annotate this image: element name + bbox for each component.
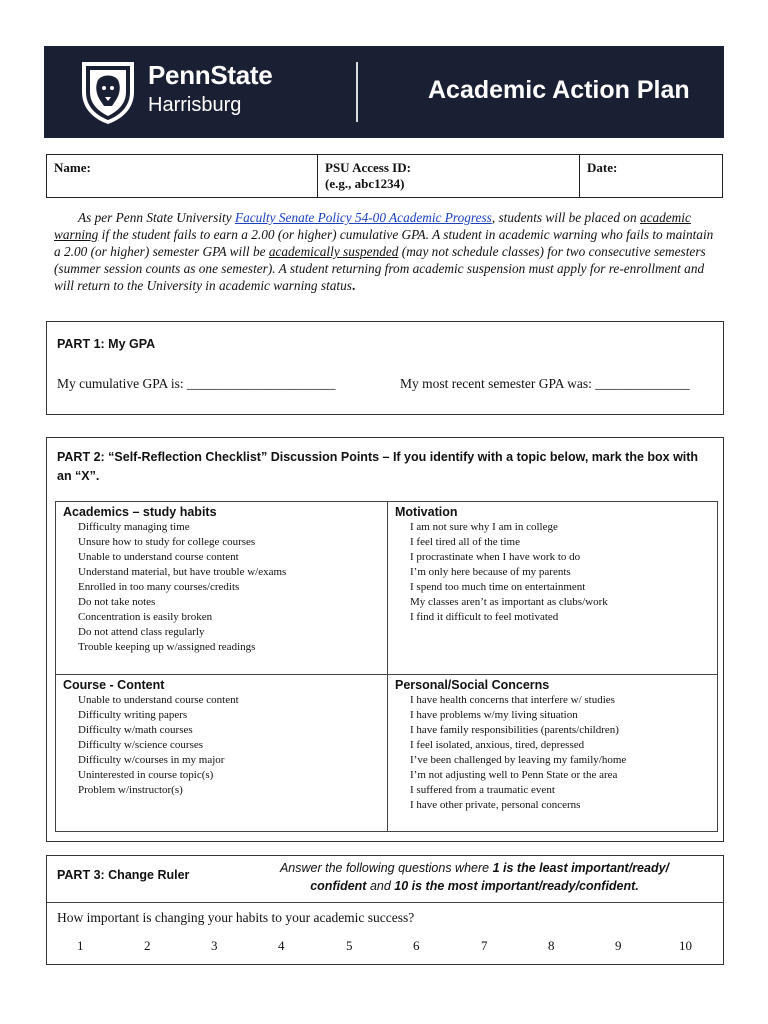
- academic-suspension-term: academically suspended: [268, 244, 399, 259]
- psu-id-example: (e.g., abc1234): [325, 176, 405, 191]
- ruler-instructions: Answer the following questions where 1 is the least important/ready/ confident and 10 is the most important/ready/confident.: [279, 861, 670, 893]
- name-field[interactable]: [47, 155, 318, 197]
- checklist-item[interactable]: I’m only here because of my parents: [410, 566, 571, 578]
- ruler-option-4[interactable]: 4: [278, 938, 285, 953]
- part3-title: PART 3: Change Ruler: [57, 868, 190, 882]
- checklist-item[interactable]: I feel isolated, anxious, tired, depressed: [410, 739, 585, 751]
- checklist-item[interactable]: Difficulty w/math courses: [78, 724, 193, 736]
- policy-paragraph: As per Penn State University Faculty Senate Policy 54-00 Academic Progress, students will be placed on academic warning if the student fails to earn a 2.00 (or higher) cumulative GPA. A student in academic warning who fails to maintain a 2.00 (or higher) semester GPA will be academically suspended (may not schedule classes) for two consecutive semesters (summer session counts as one semester). A student returning from academic suspension must apply for re-enrollment and will return to the University in academic warning status.: [54, 210, 714, 293]
- motivation-heading: Motivation: [395, 505, 458, 519]
- nittany-lion-shield-icon: [78, 58, 138, 126]
- checklist-item[interactable]: I have problems w/my living situation: [410, 709, 578, 721]
- academics-category: [56, 502, 387, 658]
- academic-warning-term: academic warning: [54, 210, 691, 242]
- checklist-item[interactable]: Problem w/instructor(s): [78, 784, 183, 796]
- checklist-item[interactable]: Difficulty writing papers: [78, 709, 188, 721]
- checklist-item[interactable]: I procrastinate when I have work to do: [410, 551, 581, 563]
- academics-heading: Academics – study habits: [63, 505, 217, 519]
- cumulative-gpa-field[interactable]: My cumulative GPA is: ______________________: [57, 376, 336, 391]
- part1-gpa-section: [46, 321, 724, 415]
- checklist-item[interactable]: I suffered from a traumatic event: [410, 784, 555, 796]
- checklist-item[interactable]: I have health concerns that interfere w/ studies: [410, 694, 615, 706]
- motivation-category: [388, 502, 718, 628]
- part2-title: PART 2: “Self-Reflection Checklist” Discussion Points – If you identify with a topic below, mark the box with an “X”.: [57, 450, 699, 483]
- ruler-option-6[interactable]: 6: [413, 938, 420, 953]
- checklist-item[interactable]: Concentration is easily broken: [78, 611, 213, 623]
- psu-id-label: PSU Access ID:: [325, 160, 411, 175]
- checklist-item[interactable]: I’m not adjusting well to Penn State or the area: [410, 769, 618, 781]
- name-label: Name:: [54, 160, 91, 175]
- ruler-option-9[interactable]: 9: [615, 938, 622, 953]
- ruler-option-2[interactable]: 2: [144, 938, 151, 953]
- student-info-table: [46, 154, 723, 198]
- checklist-item[interactable]: Unable to understand course content: [78, 551, 239, 563]
- checklist-item[interactable]: Uninterested in course topic(s): [78, 769, 214, 781]
- date-field[interactable]: [580, 155, 722, 197]
- checklist-item[interactable]: Difficulty w/science courses: [78, 739, 204, 751]
- checklist-item[interactable]: I spend too much time on entertainment: [410, 581, 586, 593]
- checklist-item[interactable]: Do not attend class regularly: [78, 626, 205, 638]
- ruler-option-3[interactable]: 3: [211, 938, 218, 953]
- ruler-option-5[interactable]: 5: [346, 938, 353, 953]
- ruler-option-7[interactable]: 7: [481, 938, 488, 953]
- checklist-item[interactable]: I have other private, personal concerns: [410, 799, 581, 811]
- ruler-question: How important is changing your habits to your academic success?: [57, 910, 415, 925]
- checklist-item[interactable]: Difficulty w/courses in my major: [78, 754, 225, 766]
- checklist-item[interactable]: Unsure how to study for college courses: [78, 536, 256, 548]
- campus-name: Harrisburg: [148, 94, 242, 116]
- checklist-grid: [55, 501, 718, 832]
- personal-social-heading: Personal/Social Concerns: [395, 678, 550, 692]
- checklist-item[interactable]: I’ve been challenged by leaving my family/home: [410, 754, 627, 766]
- checklist-item[interactable]: Do not take notes: [78, 596, 156, 608]
- header-divider: [356, 62, 358, 122]
- checklist-item[interactable]: Trouble keeping up w/assigned readings: [78, 641, 256, 653]
- checklist-item[interactable]: Enrolled in too many courses/credits: [78, 581, 240, 593]
- course-content-heading: Course - Content: [63, 678, 165, 692]
- ruler-option-1[interactable]: 1: [77, 938, 84, 953]
- checklist-item[interactable]: Understand material, but have trouble w/exams: [78, 566, 287, 578]
- checklist-item[interactable]: Difficulty managing time: [78, 521, 190, 533]
- psu-id-field[interactable]: [318, 155, 580, 197]
- policy-link[interactable]: Faculty Senate Policy 54-00 Academic Progress: [234, 210, 492, 225]
- checklist-item[interactable]: I am not sure why I am in college: [410, 521, 558, 533]
- checklist-item[interactable]: I feel tired all of the time: [410, 536, 520, 548]
- semester-gpa-field[interactable]: My most recent semester GPA was: ______________: [400, 376, 690, 391]
- ruler-option-8[interactable]: 8: [548, 938, 555, 953]
- checklist-item[interactable]: Unable to understand course content: [78, 694, 239, 706]
- course-content-category: [56, 675, 387, 801]
- date-label: Date:: [587, 160, 618, 175]
- part1-title: PART 1: My GPA: [57, 337, 156, 351]
- brand-name: PennState: [148, 60, 273, 90]
- checklist-item[interactable]: I have family responsibilities (parents/children): [410, 724, 619, 736]
- ruler-option-10[interactable]: 10: [679, 938, 692, 953]
- header-banner: [44, 46, 724, 138]
- checklist-item[interactable]: I find it difficult to feel motivated: [410, 611, 559, 623]
- checklist-item[interactable]: My classes aren’t as important as clubs/work: [410, 596, 608, 608]
- personal-social-category: [388, 675, 718, 816]
- document-title: Academic Action Plan: [428, 76, 690, 104]
